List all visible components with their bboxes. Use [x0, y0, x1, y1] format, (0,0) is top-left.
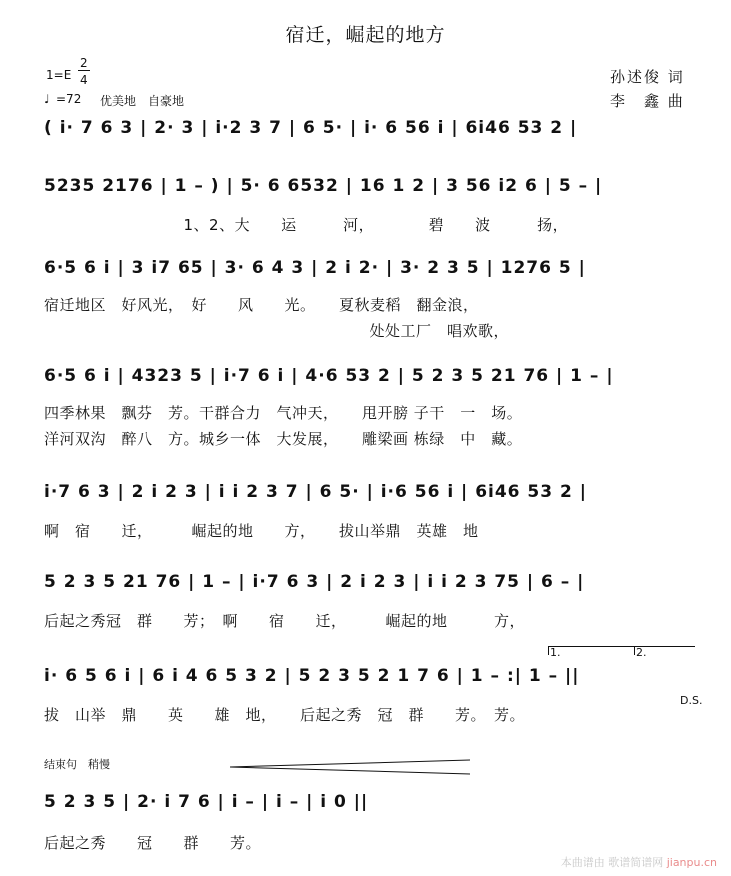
- ds-mark: D.S.: [680, 694, 703, 707]
- watermark: [561, 854, 717, 870]
- page-title: 宿迁，崛起的地方: [285, 24, 446, 46]
- volta-1-bracket: [548, 646, 637, 655]
- time-signature-bottom: 4: [80, 73, 88, 87]
- watermark-url: jianpu.cn: [666, 856, 717, 869]
- lyric-line: 宿迁地区 好风光， 好 风 光。 夏秋麦稻 翻金浪，: [44, 296, 479, 314]
- tempo-mark: =72: [56, 92, 82, 106]
- notation: 6·5 6 i | 3 i7 65 | 3· 6 4 3 | 2 i 2· | 3· 2 3 5 | 1276 5 |: [44, 258, 586, 278]
- composer-credit: 李 鑫 曲: [610, 92, 685, 110]
- staff-line-5: [0, 478, 731, 538]
- staff-line-6: [0, 568, 731, 628]
- notation: i·7 6 3 | 2 i 2 3 | i i 2 3 7 | 6 5· | i·6 56 i | 6i46 53 2 |: [44, 482, 587, 502]
- lyric-line: 后起之秀 冠 群 芳。: [44, 834, 262, 852]
- watermark-prefix: 本曲谱由: [560, 856, 605, 869]
- key-signature: 1=E: [46, 68, 72, 82]
- staff-line-7: [0, 660, 731, 724]
- lyric-line: 洋河双沟 醉八 方。城乡一体 大发展， 雕梁画 栋绿 中 藏。: [44, 430, 523, 448]
- volta-2-label: 2.: [636, 646, 647, 659]
- lyric-line: 处处工厂 唱欢歌，: [44, 322, 510, 340]
- lyric-line: 1、2、大 运 河， 碧 波 扬，: [44, 216, 569, 234]
- time-signature-rule: [78, 70, 90, 71]
- staff-line-4: [0, 362, 731, 448]
- watermark-middle: 歌谱简谱网: [608, 856, 664, 869]
- notation: 5235 2176 | 1 – ) | 5· 6 6532 | 16 1 2 | 3 56 i2 6 | 5 – |: [44, 176, 603, 196]
- lyricist-credit: 孙述俊 词: [610, 68, 685, 86]
- time-signature-top: 2: [80, 56, 88, 70]
- notation: ( i· 7 6 3 | 2· 3 | i·2 3 7 | 6 5· | i· 6 56 i | 6i46 53 2 |: [44, 118, 578, 138]
- notation: 5 2 3 5 21 76 | 1 – | i·7 6 3 | 2 i 2 3 | i i 2 3 75 | 6 – |: [44, 572, 585, 592]
- volta-1-label: 1.: [550, 646, 561, 659]
- lyric-line: 四季林果 飘芬 芳。干群合力 气冲天， 甩开膀 子干 一 场。: [44, 404, 523, 422]
- staff-line-3: [0, 254, 731, 340]
- decrescendo-hairpin-icon: [230, 760, 470, 774]
- notation: 5 2 3 5 | 2· i 7 6 | i – | i – | i 0 ||: [44, 792, 369, 812]
- volta-2-bracket: [634, 646, 695, 655]
- quarter-note-icon: ♩: [44, 92, 50, 106]
- lyric-line: 啊 宿 迁， 崛起的地 方， 拔山举鼎 英雄 地: [44, 522, 479, 540]
- ending-label: 结束句 稍慢: [44, 758, 110, 771]
- staff-line-1: [0, 112, 731, 172]
- lyric-line: 后起之秀冠 群 芳； 啊 宿 迁， 崛起的地 方，: [44, 612, 526, 630]
- notation: 6·5 6 i | 4323 5 | i·7 6 i | 4·6 53 2 | 5 2 3 5 21 76 | 1 – |: [44, 366, 614, 386]
- staff-line-8: [0, 786, 731, 852]
- notation: i· 6 5 6 i | 6 i 4 6 5 3 2 | 5 2 3 5 2 1 7 6 | 1 – :| 1 – ||: [44, 666, 580, 686]
- expression-mark: 优美地 自豪地: [100, 94, 185, 108]
- lyric-line: 拔 山举 鼎 英 雄 地， 后起之秀 冠 群 芳。 芳。: [44, 706, 526, 724]
- staff-line-2: [0, 172, 731, 232]
